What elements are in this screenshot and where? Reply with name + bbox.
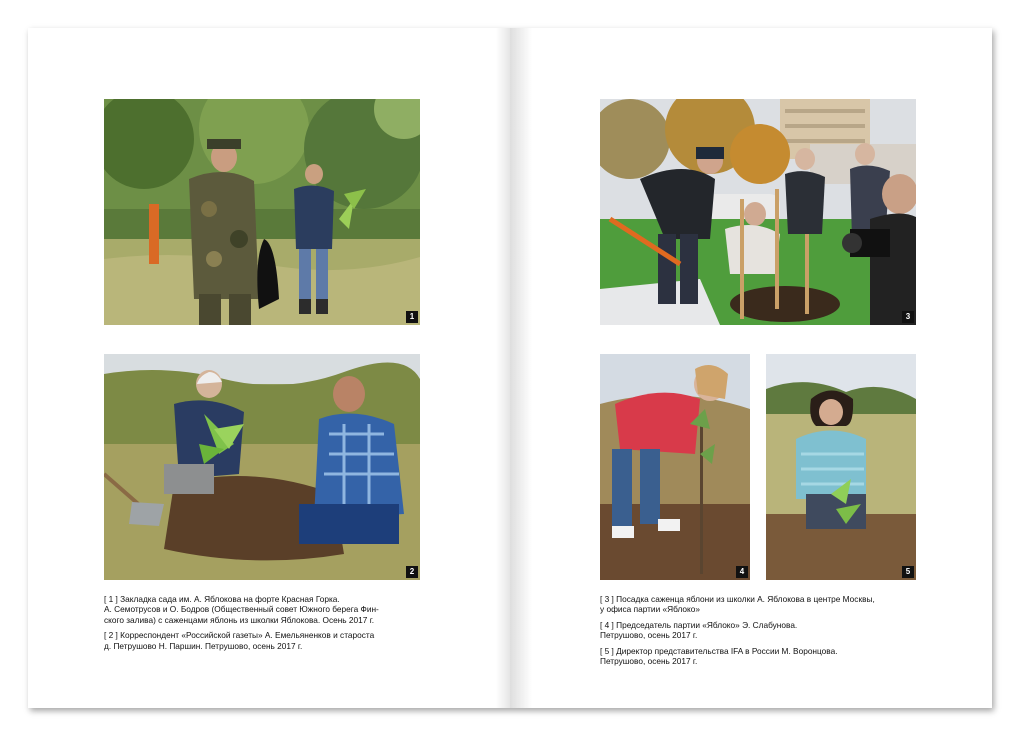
photo-1	[104, 99, 420, 325]
caption-4	[600, 620, 940, 641]
caption-2	[104, 630, 434, 651]
caption-2-line-1: [ 2 ] Корреспондент «Российской газеты» А. Емельяненков и староста	[104, 630, 375, 641]
caption-5-line-1: [ 5 ] Директор представительства IFA в России М. Воронцова.	[600, 645, 838, 656]
right-captions	[600, 594, 940, 671]
caption-3-line-2: у офиса партии «Яблоко»	[600, 604, 700, 615]
caption-1-line-3: ского залива) с саженцами яблонь из школки Яблокова. Осень 2017 г.	[104, 614, 375, 625]
caption-1-line-1: [ 1 ] Закладка сада им. А. Яблокова на форте Красная Горка.	[104, 594, 340, 604]
photo-3	[600, 99, 916, 325]
caption-3	[600, 594, 940, 615]
photo-5	[766, 354, 916, 580]
caption-5	[600, 646, 940, 667]
photo-4-number: 4	[736, 566, 748, 578]
photo-3-image	[600, 99, 916, 325]
photo-2-number: 2	[406, 566, 418, 578]
left-page	[28, 28, 510, 708]
right-page	[510, 28, 992, 708]
photo-4-image	[600, 354, 750, 580]
book-spread	[28, 28, 992, 708]
photo-1-image	[104, 99, 420, 325]
photo-1-number: 1	[406, 311, 418, 323]
photo-5-image	[766, 354, 916, 580]
caption-1-line-2: А. Семотрусов и О. Бодров (Общественный совет Южного берега Фин-	[104, 604, 379, 615]
photo-2-image	[104, 354, 420, 580]
caption-4-line-1: [ 4 ] Председатель партии «Яблоко» Э. Слабунова.	[600, 619, 798, 630]
caption-1	[104, 594, 434, 625]
caption-2-line-2: д. Петрушово Н. Паршин. Петрушово, осень 2017 г.	[104, 640, 303, 651]
gutter-shadow	[510, 28, 532, 708]
photo-3-number: 3	[902, 311, 914, 323]
left-captions	[104, 594, 434, 656]
photo-2	[104, 354, 420, 580]
caption-3-line-1: [ 3 ] Посадка саженца яблони из школки А. Яблокова в центре Москвы,	[600, 594, 875, 604]
caption-5-line-2: Петрушово, осень 2017 г.	[600, 656, 698, 667]
caption-4-line-2: Петрушово, осень 2017 г.	[600, 630, 698, 641]
gutter-shadow	[496, 28, 510, 708]
photo-5-number: 5	[902, 566, 914, 578]
photo-4	[600, 354, 750, 580]
